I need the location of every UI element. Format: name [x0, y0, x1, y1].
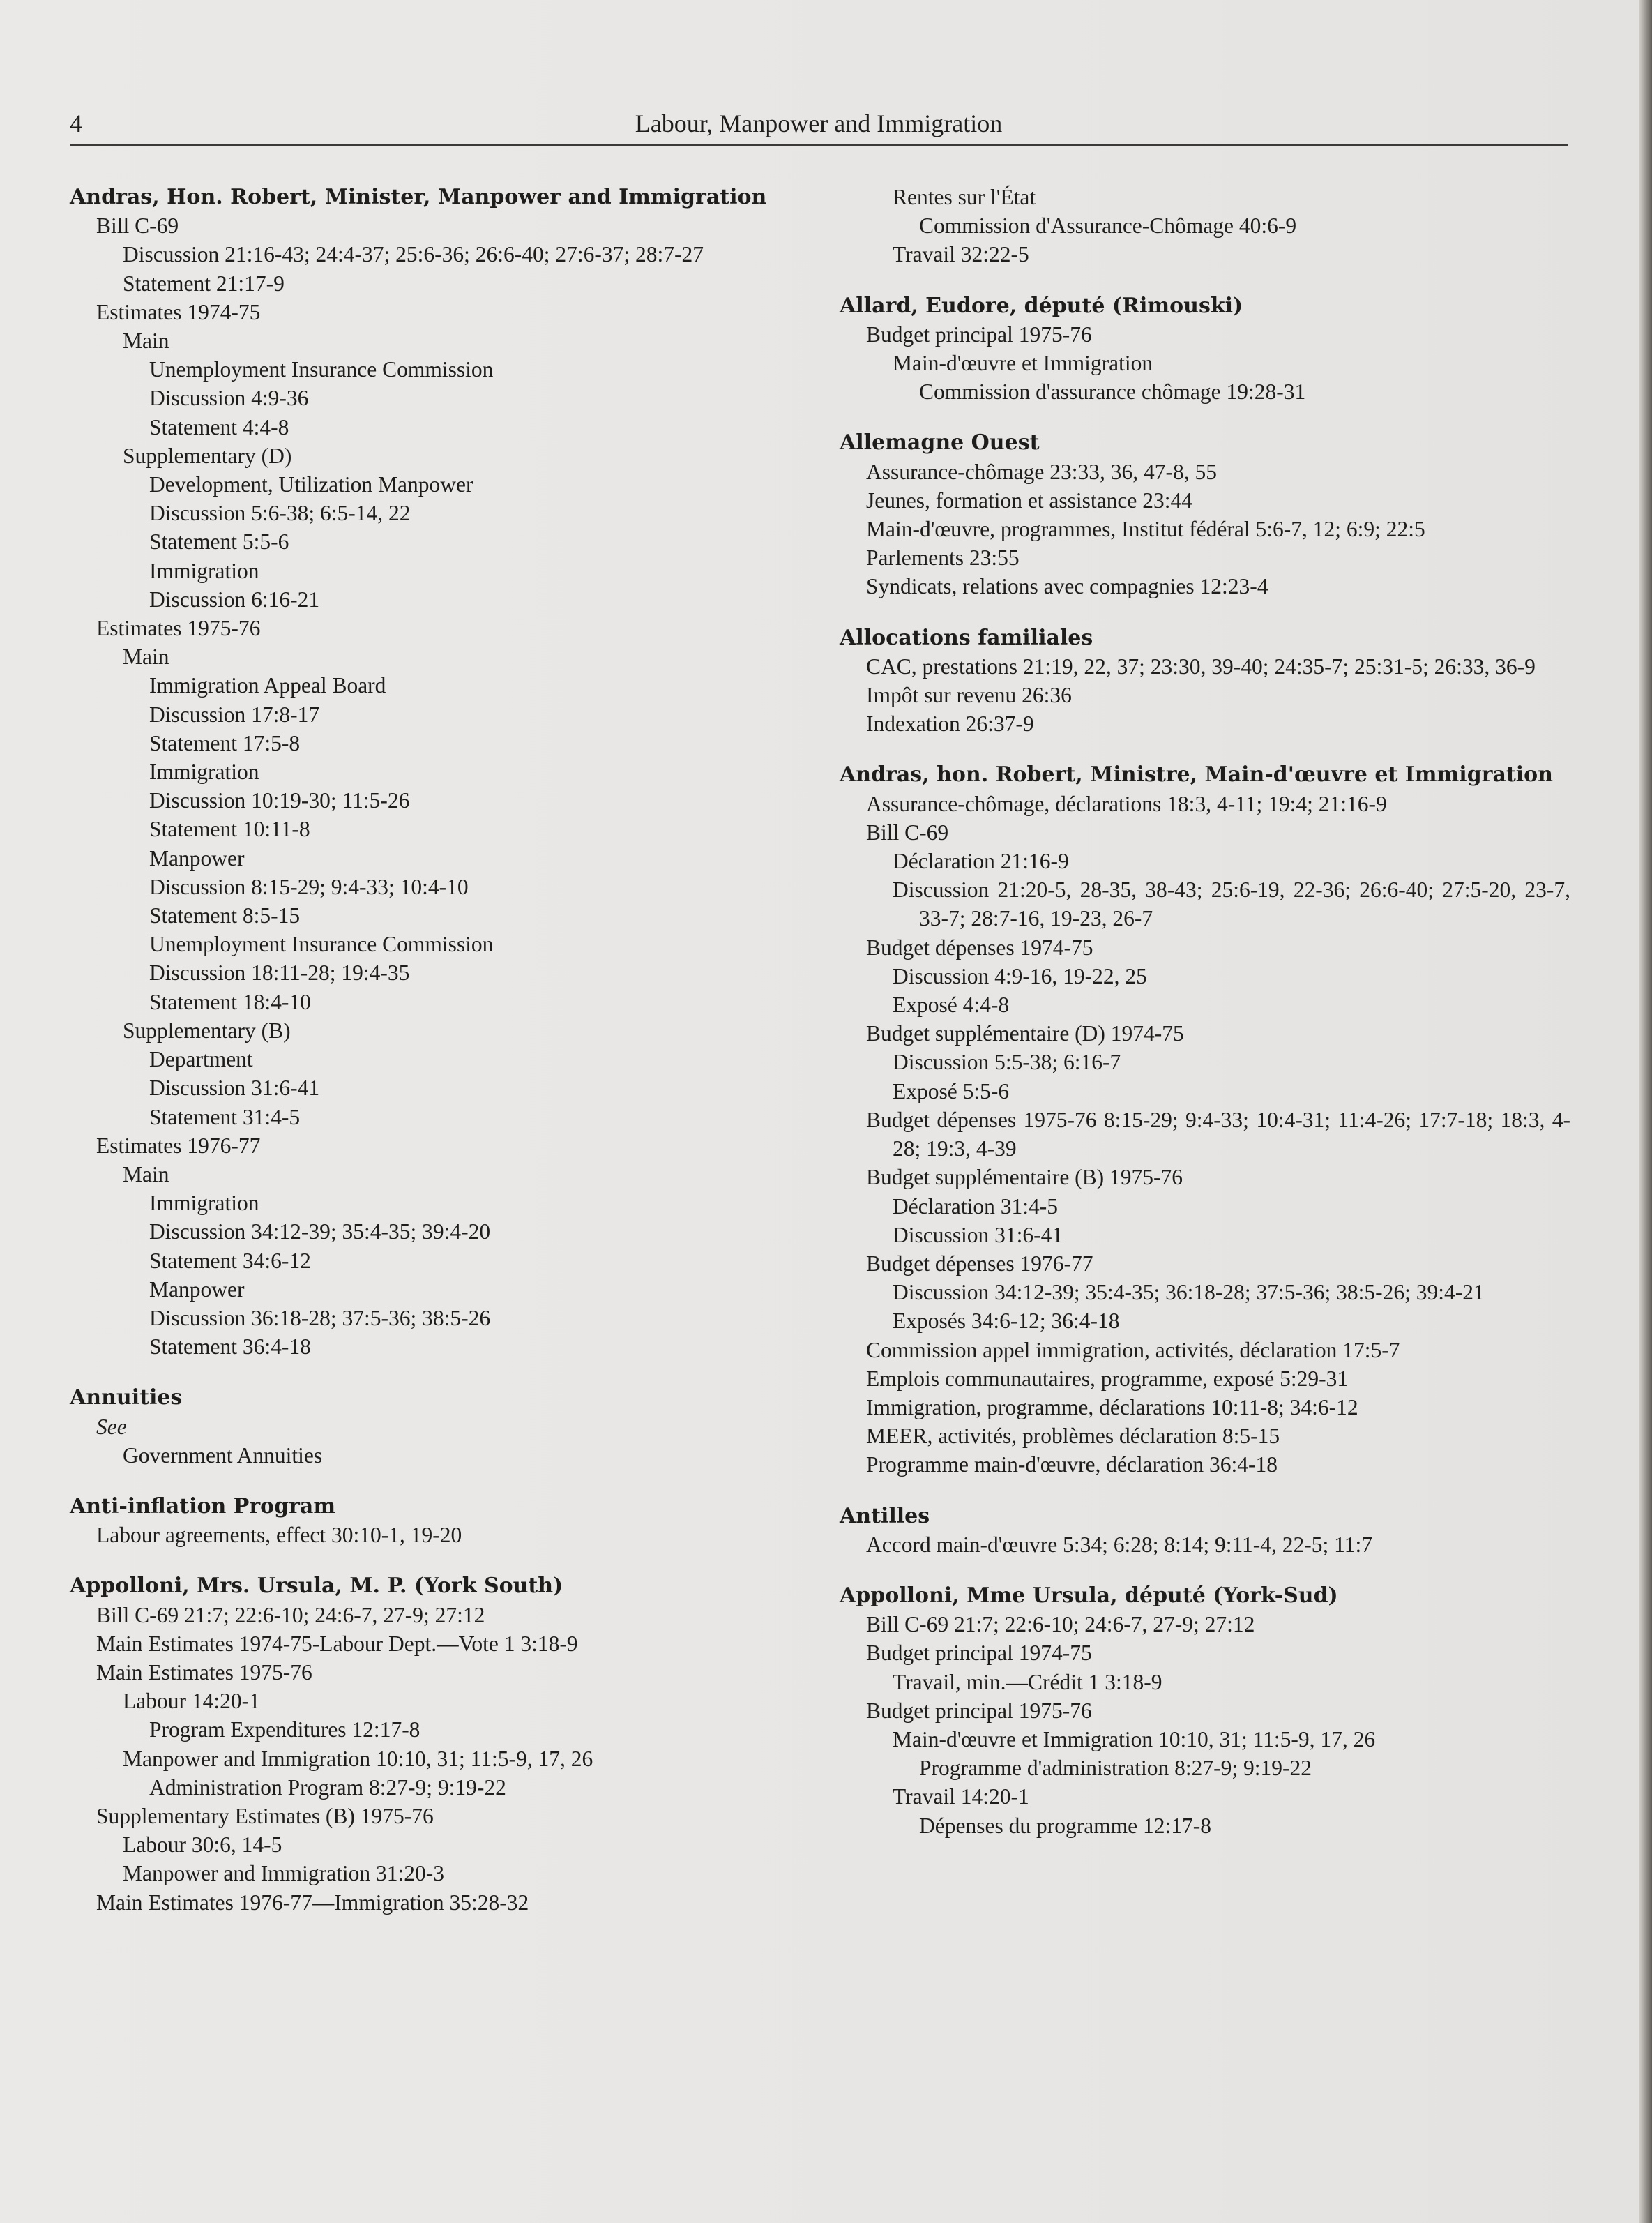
subentry-line: Emplois communautaires, programme, exposé 5:29-31: [866, 1366, 1349, 1391]
subentry-line: Discussion 4:9-36: [149, 386, 309, 411]
subentry-line: Discussion 34:12-39; 35:4-35; 39:4-20: [149, 1219, 491, 1244]
subentry-line: Statement 36:4-18: [149, 1334, 311, 1359]
subentry-line: Bill C-69: [866, 820, 949, 845]
subentry-line: Travail 32:22-5: [893, 242, 1029, 267]
subentry-line: Bill C-69 21:7; 22:6-10; 24:6-7, 27-9; 27:12: [866, 1612, 1255, 1637]
subentry-line: Commission d'assurance chômage 19:28-31: [919, 379, 1306, 405]
subentry-line: Statement 34:6-12: [149, 1248, 311, 1273]
subentry-line: Unemployment Insurance Commission: [149, 932, 494, 957]
running-title: Labour, Manpower and Immigration: [635, 110, 1003, 137]
subentry-line: Discussion 17:8-17: [149, 702, 320, 727]
subentry-line: Statement 8:5-15: [149, 903, 301, 928]
subentry-line: Estimates 1976-77: [96, 1133, 261, 1158]
subentry-line: Budget supplémentaire (D) 1974-75: [866, 1021, 1184, 1046]
index-entry: [840, 183, 1570, 269]
subentry-line: Immigration, programme, déclarations 10:11-8; 34:6-12: [866, 1394, 1358, 1419]
subentry-line: Main: [123, 329, 169, 354]
subentry-line: Manpower: [149, 1276, 245, 1302]
index-column-right: [840, 183, 1570, 1862]
subentry-line: Main Estimates 1975-76: [96, 1659, 312, 1685]
subentry-line: Programme d'administration 8:27-9; 9:19-22: [919, 1756, 1312, 1781]
subentry-line: Estimates 1974-75: [96, 299, 261, 324]
subentry-line: Supplementary (B): [123, 1018, 291, 1043]
subentry-line: Manpower and Immigration 10:10, 31; 11:5-9, 17, 26: [123, 1746, 593, 1771]
subentry-line: Budget principal 1975-76: [866, 1698, 1092, 1723]
subentry-line: Discussion 21:20-5, 28-35, 38-43; 25:6-19, 22-36; 26:6-40; 27:5-20, 23-7, 33-7; 28:7-16, 19-23, 26-7: [893, 877, 1570, 931]
subentry-line: Labour 30:6, 14-5: [123, 1832, 282, 1857]
subentry-line: Statement 10:11-8: [149, 817, 310, 842]
index-entry: [840, 624, 1570, 739]
subentry-line: CAC, prestations 21:19, 22, 37; 23:30, 39-40; 24:35-7; 25:31-5; 26:33, 36-9: [866, 654, 1536, 679]
subentry-line: Statement 17:5-8: [149, 730, 301, 755]
subentry-line: Estimates 1975-76: [96, 616, 261, 641]
subentry-line: Rentes sur l'État: [893, 185, 1036, 209]
index-entry: [840, 1502, 1570, 1559]
subentry-line: Main-d'œuvre et Immigration: [893, 351, 1153, 376]
page-header: [70, 105, 1568, 146]
subentry-line: Travail 14:20-1: [893, 1784, 1029, 1809]
subentry-line: Indexation 26:37-9: [866, 711, 1034, 737]
subentry-line: Accord main-d'œuvre 5:34; 6:28; 8:14; 9:11-4, 22-5; 11:7: [866, 1532, 1372, 1557]
entry-heading: Andras, Hon. Robert, Minister, Manpower and Immigration: [70, 185, 767, 209]
subentry-line: Immigration: [149, 1191, 259, 1216]
index-entry: [70, 1572, 801, 1916]
subentry-line: Immigration: [149, 558, 259, 583]
subentry-line: Discussion 34:12-39; 35:4-35; 36:18-28; 37:5-36; 38:5-26; 39:4-21: [893, 1280, 1485, 1305]
subentry-line: Program Expenditures 12:17-8: [149, 1717, 420, 1742]
index-entry: [840, 292, 1570, 407]
subentry-line: Main: [123, 1161, 169, 1186]
subentry-line: Discussion 36:18-28; 37:5-36; 38:5-26: [149, 1305, 491, 1330]
subentry-line: Government Annuities: [123, 1442, 323, 1468]
subentry-line: Main: [123, 645, 169, 670]
subentry-line: Statement 4:4-8: [149, 414, 289, 439]
subentry-line: Main Estimates 1976-77—Immigration 35:28-32: [96, 1890, 529, 1915]
subentry-line: Labour 14:20-1: [123, 1689, 260, 1714]
subentry-line: Development, Utilization Manpower: [149, 472, 473, 497]
subentry-line: Statement 18:4-10: [149, 989, 311, 1014]
subentry-line: Budget principal 1974-75: [866, 1641, 1092, 1666]
subentry-line: Discussion 8:15-29; 9:4-33; 10:4-10: [149, 874, 469, 899]
subentry-line: Discussion 21:16-43; 24:4-37; 25:6-36; 26:6-40; 27:6-37; 28:7-27: [123, 242, 704, 267]
subentry-line: Immigration: [149, 760, 259, 785]
subentry-line: Assurance-chômage 23:33, 36, 47-8, 55: [866, 459, 1218, 484]
subentry-line: Discussion 18:11-28; 19:4-35: [149, 960, 410, 986]
subentry-line: Manpower and Immigration 31:20-3: [123, 1861, 445, 1886]
index-entry: [840, 1581, 1570, 1840]
subentry-line: Statement 5:5-6: [149, 529, 289, 555]
subentry-line: Supplementary Estimates (B) 1975-76: [96, 1803, 434, 1828]
subentry-line: Exposés 34:6-12; 36:4-18: [893, 1309, 1120, 1334]
index-entry: [70, 183, 801, 1361]
subentry-line: Budget dépenses 1974-75: [866, 935, 1093, 960]
entry-heading: Antilles: [840, 1503, 930, 1528]
index-entry: [840, 760, 1570, 1479]
entry-heading: Andras, hon. Robert, Ministre, Main-d'œuvre et Immigration: [840, 762, 1553, 788]
subentry-line: Exposé 5:5-6: [893, 1078, 1010, 1103]
subentry-line: Main Estimates 1974-75-Labour Dept.—Vote 1 3:18-9: [96, 1631, 578, 1656]
subentry-line: Discussion 4:9-16, 19-22, 25: [893, 963, 1147, 988]
subentry-line: See: [96, 1414, 127, 1439]
entry-heading: Anti-inflation Program: [70, 1493, 336, 1519]
subentry-line: Budget dépenses 1975-76 8:15-29; 9:4-33; 10:4-31; 11:4-26; 17:7-18; 18:3, 4-28; 19:3, 4-39: [866, 1107, 1570, 1161]
subentry-line: Déclaration 21:16-9: [893, 849, 1069, 874]
subentry-line: Syndicats, relations avec compagnies 12:23-4: [866, 574, 1268, 599]
subentry-line: Immigration Appeal Board: [149, 673, 386, 698]
page-number: 4: [70, 110, 82, 137]
subentry-line: Statement 21:17-9: [123, 271, 285, 296]
subentry-line: Discussion 31:6-41: [893, 1222, 1063, 1247]
index-column-left: [70, 183, 801, 1939]
index-entry: [840, 428, 1570, 601]
subentry-line: Exposé 4:4-8: [893, 993, 1010, 1018]
subentry-line: Commission appel immigration, activités, déclaration 17:5-7: [866, 1337, 1400, 1362]
subentry-line: Discussion 5:6-38; 6:5-14, 22: [149, 501, 411, 526]
subentry-line: Programme main-d'œuvre, déclaration 36:4-18: [866, 1452, 1278, 1477]
subentry-line: Budget dépenses 1976-77: [866, 1251, 1093, 1276]
subentry-line: Labour agreements, effect 30:10-1, 19-20: [96, 1523, 462, 1548]
subentry-line: Discussion 5:5-38; 6:16-7: [893, 1050, 1121, 1075]
subentry-line: Discussion 6:16-21: [149, 587, 320, 612]
subentry-line: Dépenses du programme 12:17-8: [919, 1813, 1212, 1838]
subentry-line: Manpower: [149, 845, 245, 871]
entry-heading: Allocations familiales: [840, 625, 1093, 650]
subentry-line: Discussion 31:6-41: [149, 1076, 320, 1101]
entry-heading: Appolloni, Mme Ursula, député (York-Sud): [840, 1583, 1338, 1608]
subentry-line: Budget supplémentaire (B) 1975-76: [866, 1165, 1183, 1190]
subentry-line: Supplementary (D): [123, 443, 292, 468]
entry-heading: Appolloni, Mrs. Ursula, M. P. (York South): [70, 1574, 563, 1599]
subentry-line: Bill C-69: [96, 213, 179, 239]
subentry-line: Discussion 10:19-30; 11:5-26: [149, 788, 410, 813]
entry-heading: Annuities: [70, 1385, 183, 1410]
subentry-line: Administration Program 8:27-9; 9:19-22: [149, 1774, 506, 1800]
subentry-line: Assurance-chômage, déclarations 18:3, 4-11; 19:4; 21:16-9: [866, 791, 1387, 816]
binding-edge: [1639, 0, 1652, 2223]
subentry-line: Main-d'œuvre et Immigration 10:10, 31; 11:5-9, 17, 26: [893, 1726, 1376, 1751]
subentry-line: Parlements 23:55: [866, 545, 1020, 571]
subentry-line: MEER, activités, problèmes déclaration 8:5-15: [866, 1424, 1280, 1449]
entry-heading: Allemagne Ouest: [840, 430, 1040, 455]
subentry-line: Impôt sur revenu 26:36: [866, 683, 1072, 708]
subentry-line: Unemployment Insurance Commission: [149, 357, 494, 382]
subentry-line: Budget principal 1975-76: [866, 322, 1092, 347]
subentry-line: Déclaration 31:4-5: [893, 1193, 1059, 1219]
entry-heading: Allard, Eudore, député (Rimouski): [840, 293, 1243, 318]
subentry-line: Jeunes, formation et assistance 23:44: [866, 488, 1193, 513]
subentry-line: Department: [149, 1047, 253, 1072]
subentry-line: Statement 31:4-5: [149, 1104, 301, 1129]
subentry-line: Travail, min.—Crédit 1 3:18-9: [893, 1669, 1162, 1694]
subentry-line: Main-d'œuvre, programmes, Institut fédéral 5:6-7, 12; 6:9; 22:5: [866, 517, 1425, 542]
subentry-line: Commission d'Assurance-Chômage 40:6-9: [919, 213, 1297, 239]
index-entry: [70, 1383, 801, 1470]
index-entry: [70, 1492, 801, 1549]
subentry-line: Bill C-69 21:7; 22:6-10; 24:6-7, 27-9; 27:12: [96, 1602, 485, 1627]
